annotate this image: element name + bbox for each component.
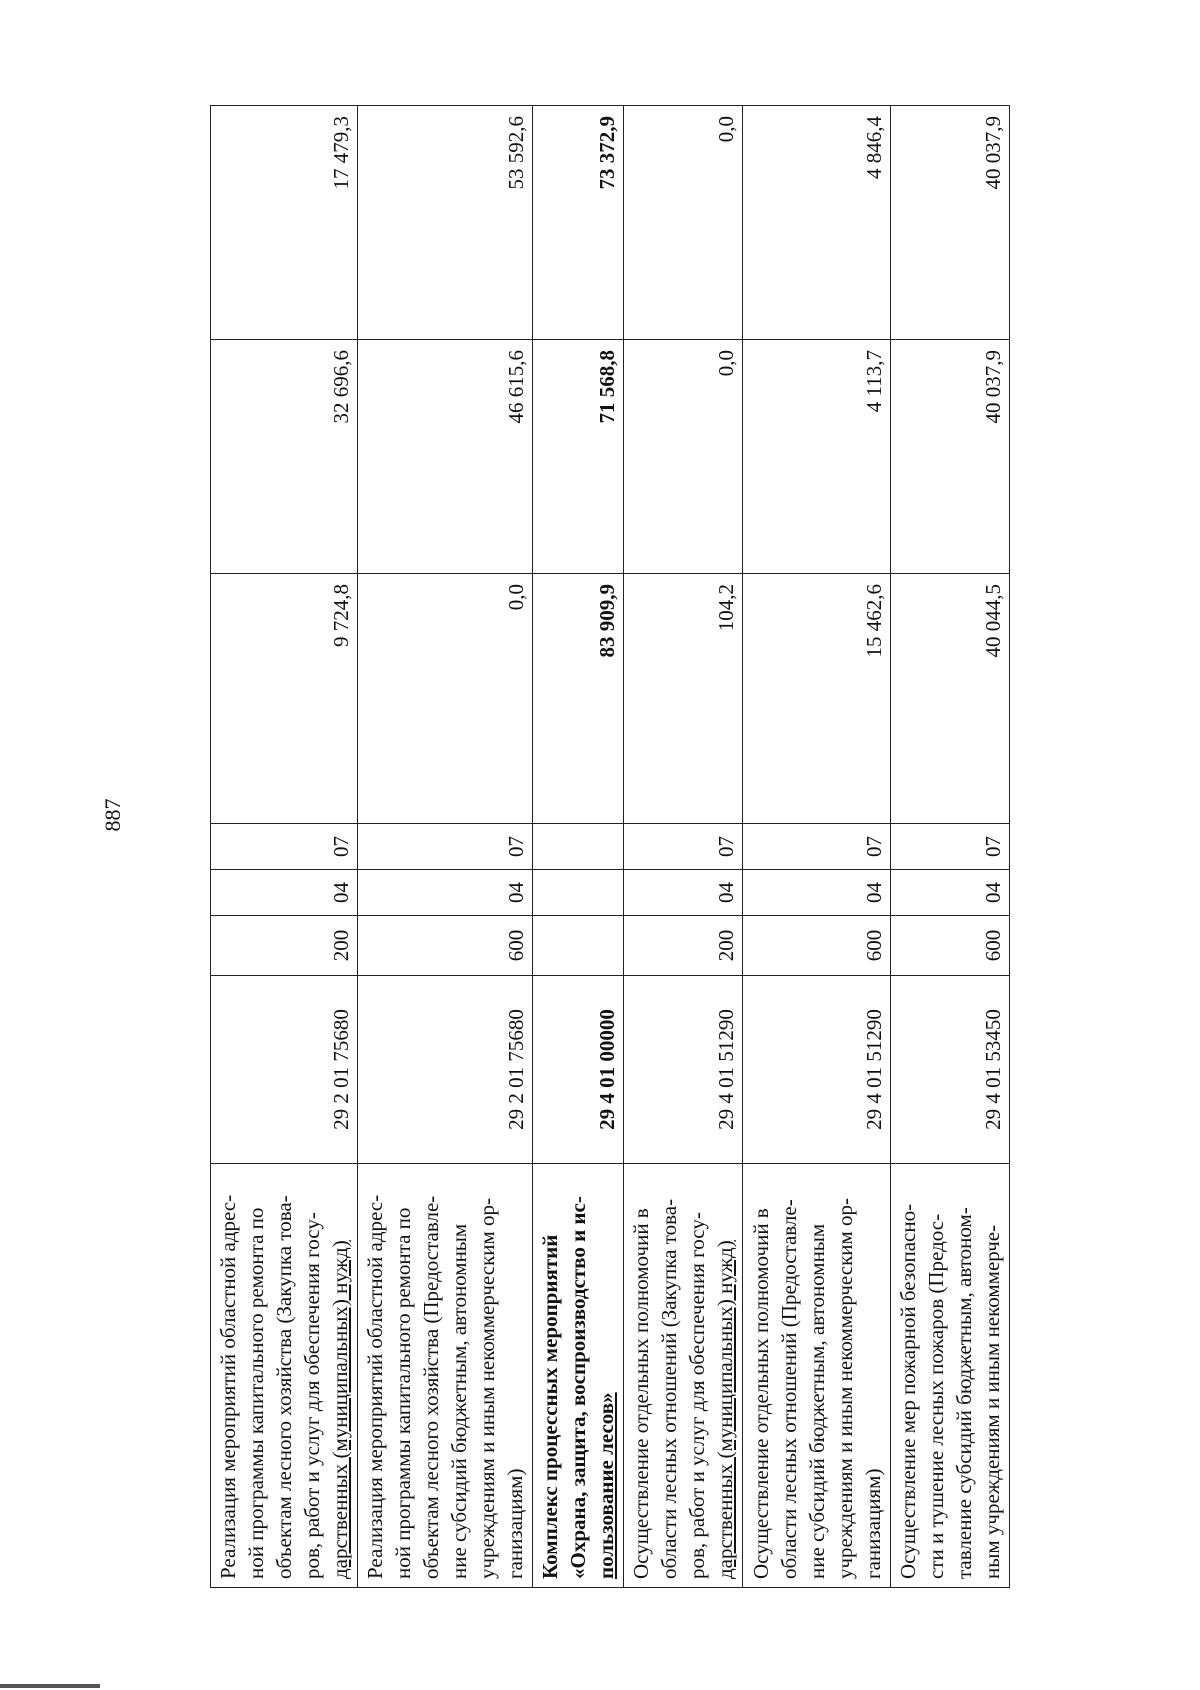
row-description: Осуществление отдельных полномочий в области лесных отношений (Предоставле- ние субсидий бюджетным, автономным учреждениям и иным некоммерческим ор- ганизациям) bbox=[743, 1164, 891, 1588]
target-article-code: 29 4 01 51290 bbox=[624, 976, 743, 1164]
amount-year-2: 71 568,8 bbox=[533, 340, 624, 574]
expense-type-code bbox=[533, 916, 624, 976]
subsection-code: 07 bbox=[358, 824, 533, 870]
subsection-code: 07 bbox=[891, 824, 1010, 870]
table-row bbox=[743, 106, 891, 1588]
section-code: 04 bbox=[743, 870, 891, 916]
amount-year-2: 46 615,6 bbox=[358, 340, 533, 574]
rotated-page-content bbox=[210, 106, 1114, 1588]
target-article-code: 29 4 01 51290 bbox=[743, 976, 891, 1164]
subsection-code: 07 bbox=[743, 824, 891, 870]
row-description: Осуществление мер пожарной безопасно- сти и тушение лесных пожаров (Предос- тавление субсидий бюджетным, автоном- ным учреждениям и иным некоммерче- bbox=[891, 1164, 1010, 1588]
amount-year-3: 53 592,6 bbox=[358, 106, 533, 340]
amount-year-3: 0,0 bbox=[624, 106, 743, 340]
table-row bbox=[533, 106, 624, 1588]
row-description: Осуществление отдельных полномочий в области лесных отношений (Закупка това- ров, работ и услуг для обеспечения госу- дарственных (муниципальных) нужд) bbox=[624, 1164, 743, 1588]
target-article-code: 29 4 01 53450 bbox=[891, 976, 1010, 1164]
subsection-code bbox=[533, 824, 624, 870]
amount-year-3: 73 372,9 bbox=[533, 106, 624, 340]
amount-year-3: 40 037,9 bbox=[891, 106, 1010, 340]
section-code: 04 bbox=[891, 870, 1010, 916]
expense-type-code: 600 bbox=[891, 916, 1010, 976]
section-code: 04 bbox=[211, 870, 358, 916]
row-description: Реализация мероприятий областной адрес- ной программы капитального ремонта по объектам лесного хозяйства (Предоставле- ние субсидий бюджетным, автономным учреждениям и иным некоммерческим ор- ганизациям) bbox=[358, 1164, 533, 1588]
amount-year-1: 9 724,8 bbox=[211, 574, 358, 824]
amount-year-1: 15 462,6 bbox=[743, 574, 891, 824]
section-code: 04 bbox=[624, 870, 743, 916]
amount-year-2: 0,0 bbox=[624, 340, 743, 574]
row-description: Реализация мероприятий областной адрес- ной программы капитального ремонта по объектам лесного хозяйства (Закупка това- ров, работ и услуг для обеспечения госу- дарственных (муниципальных) нужд) bbox=[211, 1164, 358, 1588]
amount-year-1: 0,0 bbox=[358, 574, 533, 824]
expense-type-code: 200 bbox=[211, 916, 358, 976]
amount-year-1: 104,2 bbox=[624, 574, 743, 824]
section-code: 04 bbox=[358, 870, 533, 916]
table-row bbox=[211, 106, 358, 1588]
amount-year-2: 40 037,9 bbox=[891, 340, 1010, 574]
target-article-code: 29 2 01 75680 bbox=[358, 976, 533, 1164]
page-number: 887 bbox=[100, 798, 125, 832]
amount-year-2: 32 696,6 bbox=[211, 340, 358, 574]
table-row bbox=[358, 106, 533, 1588]
target-article-code: 29 2 01 75680 bbox=[211, 976, 358, 1164]
expense-type-code: 200 bbox=[624, 916, 743, 976]
amount-year-1: 83 909,9 bbox=[533, 574, 624, 824]
table-row bbox=[624, 106, 743, 1588]
section-code bbox=[533, 870, 624, 916]
scan-edge-mark bbox=[0, 1684, 100, 1688]
table-row bbox=[891, 106, 1010, 1588]
amount-year-2: 4 113,7 bbox=[743, 340, 891, 574]
amount-year-3: 17 479,3 bbox=[211, 106, 358, 340]
budget-table bbox=[210, 105, 1010, 1588]
expense-type-code: 600 bbox=[358, 916, 533, 976]
amount-year-1: 40 044,5 bbox=[891, 574, 1010, 824]
row-description: Комплекс процессных мероприятий «Охрана, защита, воспроизводство и ис- пользование лесов» bbox=[533, 1164, 624, 1588]
subsection-code: 07 bbox=[211, 824, 358, 870]
amount-year-3: 4 846,4 bbox=[743, 106, 891, 340]
target-article-code: 29 4 01 00000 bbox=[533, 976, 624, 1164]
subsection-code: 07 bbox=[624, 824, 743, 870]
expense-type-code: 600 bbox=[743, 916, 891, 976]
